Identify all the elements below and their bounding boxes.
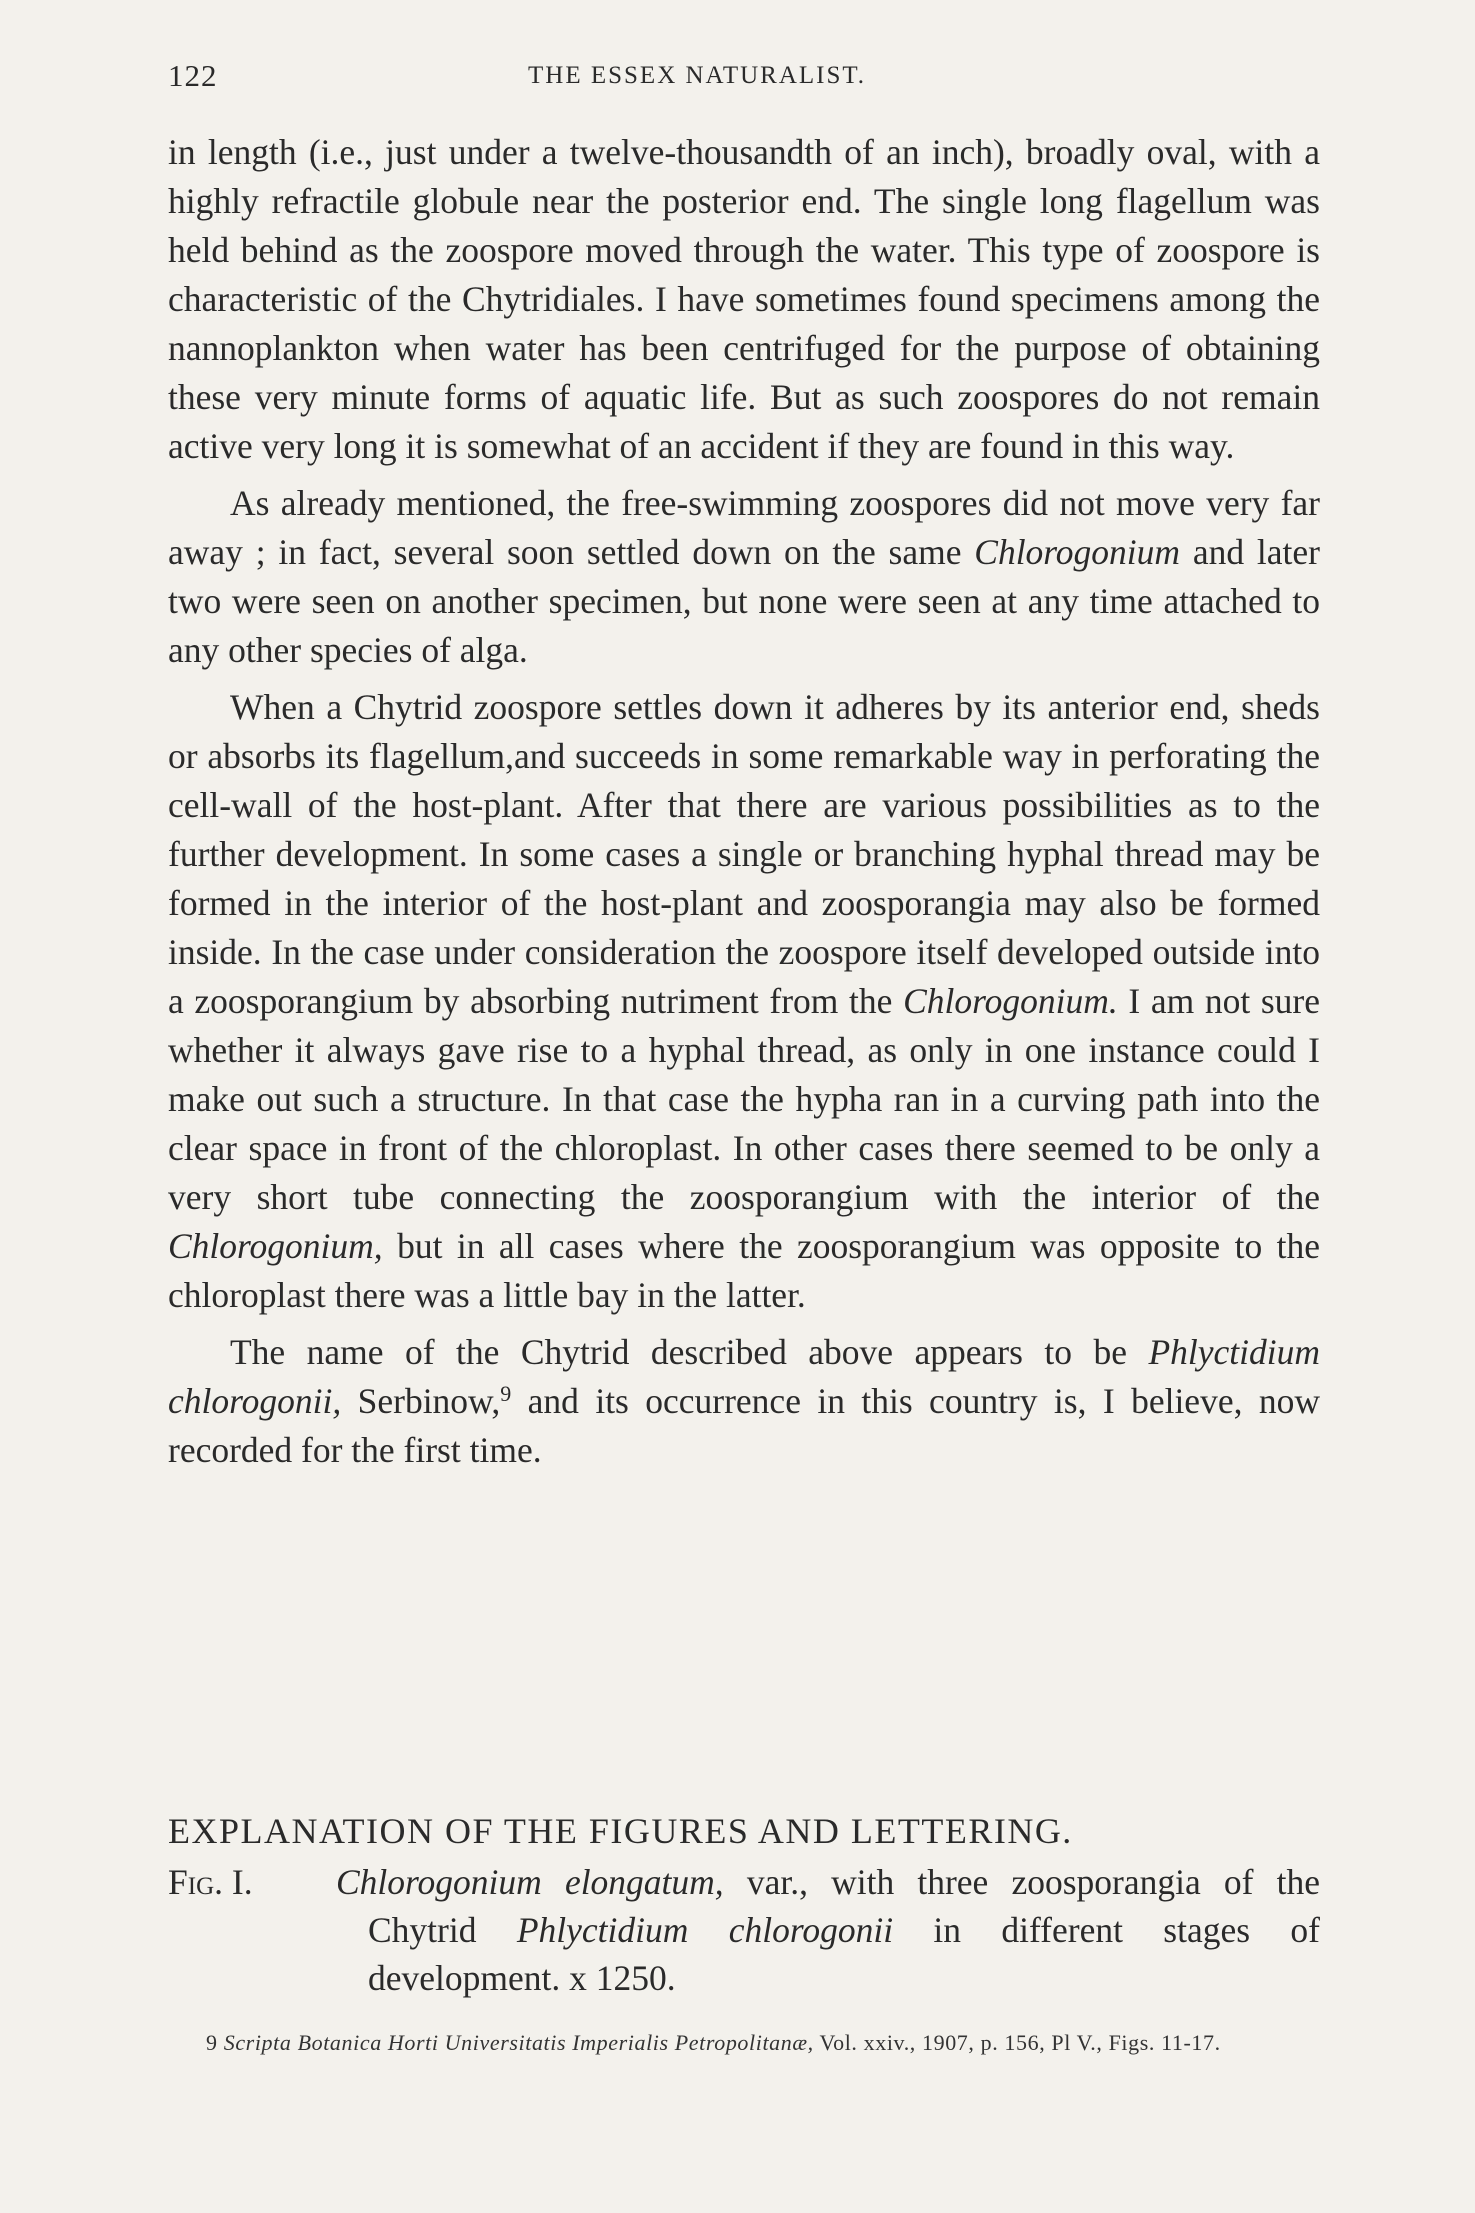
figure-1-text-b: var., with three zoosporangia of the Chytrid: [368, 1862, 1320, 1950]
paragraph-3: [168, 683, 1320, 1320]
paragraph-4-text-c: Serbinow,: [341, 1381, 501, 1421]
paragraph-2-text-a: As already mentioned, the free-swimming zoospores did not move very far away ; in fact, several soon settled down on the same: [168, 483, 1320, 572]
page-header: [168, 58, 1318, 98]
paragraph-4-italic: Phlyctidium chlorogonii,: [168, 1332, 1320, 1421]
paragraph-3-text-c: I am not sure whether it always gave rise to a hyphal thread, as only in one instance could I make out such a structure. In that case the hypha ran in a curving path into the clear space in front of the chloroplast. In other cases there seemed to be only a very short tube connecting the zoosporangium with the interior of the: [168, 981, 1321, 1217]
footnote-reference: 9: [500, 1381, 512, 1406]
footnote: [168, 2028, 1320, 2058]
figure-1-text-d: in different stages of development. x 1250.: [368, 1910, 1320, 1998]
paragraph-4-text-a: The name of the Chytrid described above appears to be: [230, 1332, 1149, 1372]
paragraph-3-text-a: When a Chytrid zoospore settles down it adheres by its anterior end, sheds or absorbs its flagellum,and succeeds in some remarkable way in perforating the cell-wall of the host-plant. After that there are various possibilities as to the further development. In some cases a single or branching hyphal thread may be formed in the interior of the host-plant and zoosporangia may also be formed inside. In the case under consideration the zoospore itself developed outside into a zoosporangium by absorbing nutriment from the: [168, 687, 1320, 1021]
figure-1-caption: [336, 1858, 1320, 2002]
figure-1-label: Fig. I.: [168, 1862, 253, 1902]
footnote-citation: Vol. xxiv., 1907, p. 156, Pl V., Figs. 11-17.: [813, 2030, 1221, 2055]
explanation-heading: EXPLANATION OF THE FIGURES AND LETTERING.: [168, 1811, 1073, 1851]
figure-explanation: [168, 1806, 1320, 2002]
body-text: [168, 128, 1320, 1483]
paragraph-1-text: in length (i.e., just under a twelve-thousandth of an inch), broadly oval, with a highly refractile globule near the posterior end. The single long flagellum was held behind as the zoospore moved through the water. This type of zoospore is characteristic of the Chytridiales. I have sometimes found specimens among the nannoplankton when water has been centrifuged for the purpose of obtaining these very minute forms of aquatic life. But as such zoospores do not remain active very long it is somewhat of an accident if they are found in this way.: [168, 132, 1320, 466]
paragraph-4-text-d: and its occurrence in this country is, I believe, now recorded for the first time.: [168, 1381, 1320, 1470]
paragraph-1: [168, 128, 1320, 471]
paragraph-3-italic-d: Chlorogonium,: [168, 1226, 383, 1266]
page-number: 122: [168, 58, 218, 93]
figure-1-species: Chlorogonium elongatum,: [336, 1862, 724, 1902]
running-title: THE ESSEX NATURALIST.: [528, 62, 867, 89]
paragraph-4: [168, 1328, 1320, 1475]
footnote-marker: 9: [206, 2030, 218, 2055]
paragraph-3-text-e: but in all cases where the zoosporangium was opposite to the chloroplast there was a little bay in the latter.: [168, 1226, 1320, 1315]
footnote-source: Scripta Botanica Horti Universitatis Imperialis Petropolitanæ,: [223, 2030, 814, 2055]
paragraph-2-text-c: and later two were seen on another specimen, but none were seen at any time attached to any other species of alga.: [168, 532, 1320, 670]
figure-1-chytrid: Phlyctidium chlorogonii: [516, 1910, 894, 1950]
paragraph-2-italic: Chlorogonium: [974, 532, 1181, 572]
paragraph-3-italic-b: Chlorogonium.: [903, 981, 1118, 1021]
paragraph-2: [168, 479, 1320, 675]
figure-1-entry: [168, 1858, 1320, 2002]
